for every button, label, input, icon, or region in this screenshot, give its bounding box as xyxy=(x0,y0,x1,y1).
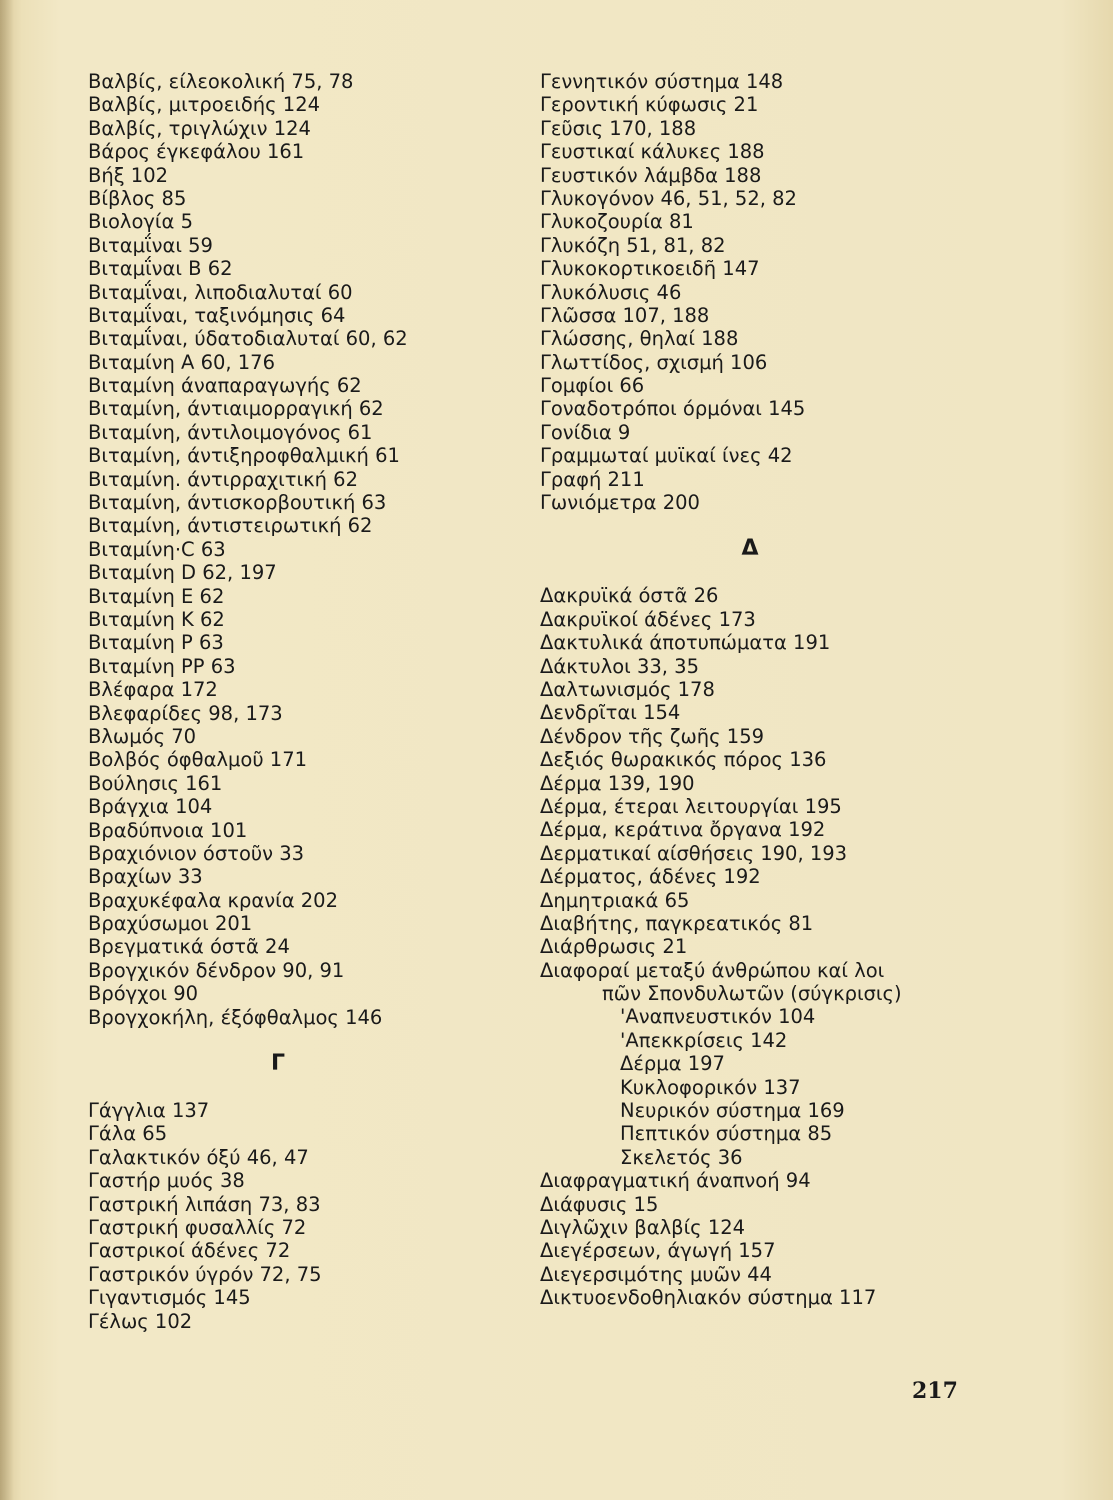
index-entry: Γοναδοτρόποι όρμόναι 145 xyxy=(540,397,806,421)
index-entry: Γονίδια 9 xyxy=(540,420,631,444)
index-entry: Δακρυϊκά όστᾶ 26 xyxy=(540,584,719,608)
index-entry: Γεννητικόν σύστημα 148 xyxy=(540,70,784,93)
index-entry: Βράγχια 104 xyxy=(88,795,213,819)
index-entry: Βλέφαρα 172 xyxy=(88,678,218,702)
index-entry: Δαλτωνισμός 178 xyxy=(540,677,715,701)
index-entry: Δακτυλικά άποτυπώματα 191 xyxy=(540,631,831,655)
index-entry: Βιταμίνη E 62 xyxy=(88,584,225,608)
index-entry: Βρόγχοι 90 xyxy=(88,982,199,1006)
index-entry: Δικτυοενδοθηλιακόν σύστημα 117 xyxy=(540,1286,877,1310)
index-entry: Βιταμίνη PP 63 xyxy=(88,654,236,678)
index-entry: Βάρος έγκεφάλου 161 xyxy=(88,140,305,164)
index-entry: Δέρματος, άδένες 192 xyxy=(540,865,761,889)
index-entry: Βλωμός 70 xyxy=(88,724,197,748)
index-entry: Βρεγματικά όστᾶ 24 xyxy=(88,935,290,959)
index-entry: Γλωττίδος, σχισμή 106 xyxy=(540,350,768,374)
index-entry: Διγλῶχιν βαλβίς 124 xyxy=(540,1215,746,1239)
index-entry: 'Απεκκρίσεις 142 xyxy=(620,1028,788,1052)
index-entry: πῶν Σπονδυλωτῶν (σύγκρισις) xyxy=(602,982,902,1006)
index-entry: Διεγέρσεων, άγωγή 157 xyxy=(540,1239,776,1263)
index-entry: Βιταμίνη, άντιξηροφθαλμική 61 xyxy=(88,444,400,468)
index-entry: 'Αναπνευστικόν 104 xyxy=(620,1005,816,1029)
index-entry: Βραχύσωμοι 201 xyxy=(88,912,253,936)
index-entry: Βιταμίνη K 62 xyxy=(88,607,225,631)
index-entry: Δενδρῖται 154 xyxy=(540,701,681,725)
index-entry: Βραδύπνοια 101 xyxy=(88,818,248,842)
index-entry: Βιταμίνη·C 63 xyxy=(88,537,226,561)
index-entry: Βραχίων 33 xyxy=(88,865,203,889)
index-entry: Πεπτικόν σύστημα 85 xyxy=(620,1122,833,1146)
index-entry: Γαλακτικόν όξύ 46, 47 xyxy=(88,1145,309,1169)
index-entry: Γλυκόζη 51, 81, 82 xyxy=(540,233,726,257)
index-entry: Γραμμωταί μυϊκαί ίνες 42 xyxy=(540,444,793,468)
index-entry: Νευρικόν σύστημα 169 xyxy=(620,1099,845,1123)
section-letter: Γ xyxy=(270,1051,286,1077)
index-entry: Γραφή 211 xyxy=(540,467,645,491)
index-entry: Γλυκοκορτικοειδῆ 147 xyxy=(540,257,760,281)
index-entry: Βιταμΐναι, ύδατοδιαλυταί 60, 62 xyxy=(88,327,408,351)
index-entry: Βαλβίς, τριγλώχιν 124 xyxy=(88,116,311,140)
index-entry: Βιταμίνη, άντιλοιμογόνος 61 xyxy=(88,420,373,444)
index-entry: Γλῶσσα 107, 188 xyxy=(540,303,710,327)
index-entry: Βρογχοκήλη, έξόφθαλμος 146 xyxy=(88,1005,383,1029)
index-entry: Γαστήρ μυός 38 xyxy=(88,1169,245,1193)
index-entry: Βιταμΐναι, λιποδιαλυταί 60 xyxy=(88,280,353,304)
section-letter: Δ xyxy=(741,536,759,562)
index-entry: Κυκλοφορικόν 137 xyxy=(620,1075,801,1099)
index-entry: Δάκτυλοι 33, 35 xyxy=(540,654,699,678)
index-entry: Δέρμα, έτεραι λειτουργίαι 195 xyxy=(540,794,842,818)
index-entry: Διαβήτης, παγκρεατικός 81 xyxy=(540,911,814,935)
index-entry: Δεξιός θωρακικός πόρος 136 xyxy=(540,748,827,772)
index-entry: Δέρμα 139, 190 xyxy=(540,771,695,795)
index-entry: Διάρθρωσις 21 xyxy=(540,935,688,959)
page-number: 217 xyxy=(912,1378,958,1404)
index-entry: Βιταμίνη D 62, 197 xyxy=(88,561,277,585)
index-column-left xyxy=(88,70,468,1333)
index-entry: Σκελετός 36 xyxy=(620,1145,743,1169)
index-entry: Γλυκογόνον 46, 51, 52, 82 xyxy=(540,186,797,210)
index-entry: Βιταμίνη, άντισκορβουτική 63 xyxy=(88,491,387,515)
index-entry: Δέρμα 197 xyxy=(620,1052,725,1076)
index-entry: Γάγγλια 137 xyxy=(88,1099,210,1123)
index-entry: Βιταμίνη, άντιστειρωτική 62 xyxy=(88,514,373,538)
index-entry: Γλώσσης, θηλαί 188 xyxy=(540,327,739,351)
index-entry: Βιταμίνη. άντιρραχιτική 62 xyxy=(88,467,358,491)
index-entry: Βούλησις 161 xyxy=(88,771,223,795)
index-entry: Γομφίοι 66 xyxy=(540,374,645,398)
index-entry: Γλυκόλυσις 46 xyxy=(540,280,682,304)
index-entry: Διαφραγματική άναπνοή 94 xyxy=(540,1169,811,1193)
page-edge-shadow xyxy=(0,0,14,1500)
index-entry: Βιολογία 5 xyxy=(88,210,193,234)
index-entry: Βίβλος 85 xyxy=(88,186,187,210)
index-entry: Βιταμΐναι, ταξινόμησις 64 xyxy=(88,303,346,327)
index-entry: Βιταμίνη P 63 xyxy=(88,631,224,655)
index-entry: Βαλβίς, μιτροειδής 124 xyxy=(88,93,321,117)
index-entry: Γάλα 65 xyxy=(88,1122,168,1146)
index-entry: Βραχιόνιον όστοῦν 33 xyxy=(88,841,305,865)
index-entry: Γεῦσις 170, 188 xyxy=(540,116,697,140)
index-entry: Γέλως 102 xyxy=(88,1309,193,1333)
index-entry: Γαστρικόν ύγρόν 72, 75 xyxy=(88,1262,322,1286)
index-entry: Διαφοραί μεταξύ άνθρώπου καί λοι xyxy=(540,958,885,982)
index-entry: Βιταμΐναι 59 xyxy=(88,233,213,257)
index-entry: Βλεφαρίδες 98, 173 xyxy=(88,701,283,725)
index-entry: Βρογχικόν δένδρον 90, 91 xyxy=(88,958,345,982)
index-entry: Δακρυϊκοί άδένες 173 xyxy=(540,607,756,631)
index-entry: Βολβός όφθαλμοῦ 171 xyxy=(88,748,308,772)
index-entry: Δέρμα, κεράτινα ὄργανα 192 xyxy=(540,818,826,842)
index-entry: Γαστρική φυσαλλίς 72 xyxy=(88,1215,307,1239)
index-entry: Δένδρον τῆς ζωῆς 159 xyxy=(540,724,765,748)
index-entry: Γευστικαί κάλυκες 188 xyxy=(540,140,765,164)
index-entry: Βαλβίς, είλεοκολική 75, 78 xyxy=(88,70,354,93)
index-entry: Βιταμΐναι Β 62 xyxy=(88,257,233,281)
index-entry: Διάφυσις 15 xyxy=(540,1192,659,1216)
index-entry: Δερματικαί αίσθήσεις 190, 193 xyxy=(540,841,848,865)
index-entry: Βραχυκέφαλα κρανία 202 xyxy=(88,888,338,912)
index-entry: Γαστρικοί άδένες 72 xyxy=(88,1239,291,1263)
index-entry: Δημητριακά 65 xyxy=(540,888,690,912)
index-entry: Γωνιόμετρα 200 xyxy=(540,491,700,515)
index-entry: Διεγερσιμότης μυῶν 44 xyxy=(540,1262,772,1286)
index-entry: Βιταμίνη, άντιαιμορραγική 62 xyxy=(88,397,384,421)
index-entry: Γιγαντισμός 145 xyxy=(88,1286,251,1310)
index-entry: Βιταμίνη Α 60, 176 xyxy=(88,350,275,374)
index-entry: Βήξ 102 xyxy=(88,163,169,187)
index-column-right xyxy=(540,70,960,1310)
index-entry: Γλυκοζουρία 81 xyxy=(540,210,694,234)
index-entry: Γεροντική κύφωσις 21 xyxy=(540,93,759,117)
index-entry: Γαστρική λιπάση 73, 83 xyxy=(88,1192,321,1216)
index-entry: Γευστικόν λάμβδα 188 xyxy=(540,163,762,187)
index-entry: Βιταμίνη άναπαραγωγής 62 xyxy=(88,374,362,398)
